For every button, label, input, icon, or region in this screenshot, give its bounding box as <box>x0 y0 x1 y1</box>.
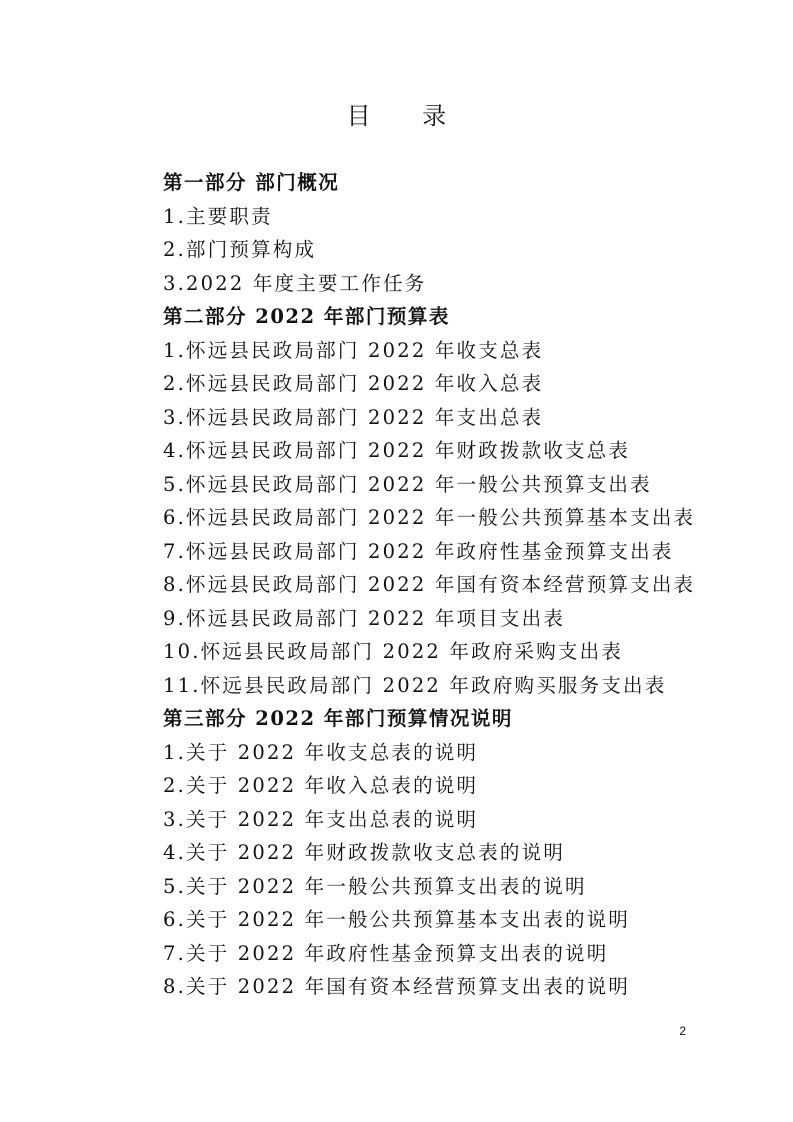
toc-item: 5.怀远县民政局部门 2022 年一般公共预算支出表 <box>163 472 652 496</box>
toc-item: 3.2022 年度主要工作任务 <box>163 271 427 295</box>
toc-item: 11.怀远县民政局部门 2022 年政府购买服务支出表 <box>163 673 667 697</box>
toc-item: 5.关于 2022 年一般公共预算支出表的说明 <box>163 874 587 898</box>
toc-item: 1.关于 2022 年收支总表的说明 <box>163 740 479 764</box>
toc-heading-part-1: 第一部分 部门概况 <box>163 171 340 194</box>
toc-title: 目 录 <box>346 102 469 130</box>
toc-item: 9.怀远县民政局部门 2022 年项目支出表 <box>163 606 566 630</box>
toc-item: 6.怀远县民政局部门 2022 年一般公共预算基本支出表 <box>163 506 696 529</box>
toc-item: 7.怀远县民政局部门 2022 年政府性基金预算支出表 <box>163 539 674 563</box>
toc-item: 2.部门预算构成 <box>163 238 317 261</box>
toc-item: 7.关于 2022 年政府性基金预算支出表的说明 <box>163 941 609 965</box>
toc-heading-part-3: 第三部分 2022 年部门预算情况说明 <box>163 707 513 730</box>
toc-item: 2.怀远县民政局部门 2022 年收入总表 <box>163 372 544 395</box>
toc-item: 4.关于 2022 年财政拨款收支总表的说明 <box>163 841 566 864</box>
toc-item: 8.怀远县民政局部门 2022 年国有资本经营预算支出表 <box>163 573 696 596</box>
toc-item: 8.关于 2022 年国有资本经营预算支出表的说明 <box>163 975 631 998</box>
table-of-contents <box>163 166 723 1004</box>
toc-item: 2.关于 2022 年收入总表的说明 <box>163 774 479 797</box>
toc-item: 4.怀远县民政局部门 2022 年财政拨款收支总表 <box>163 439 631 462</box>
toc-item: 1.主要职责 <box>163 204 273 228</box>
toc-item: 3.关于 2022 年支出总表的说明 <box>163 807 479 831</box>
toc-item: 10.怀远县民政局部门 2022 年政府采购支出表 <box>163 640 624 663</box>
toc-item: 3.怀远县民政局部门 2022 年支出总表 <box>163 405 544 429</box>
toc-item: 6.关于 2022 年一般公共预算基本支出表的说明 <box>163 908 631 931</box>
page-number: 2 <box>679 1024 686 1038</box>
toc-heading-part-2: 第二部分 2022 年部门预算表 <box>163 305 450 328</box>
toc-item: 1.怀远县民政局部门 2022 年收支总表 <box>163 338 544 362</box>
